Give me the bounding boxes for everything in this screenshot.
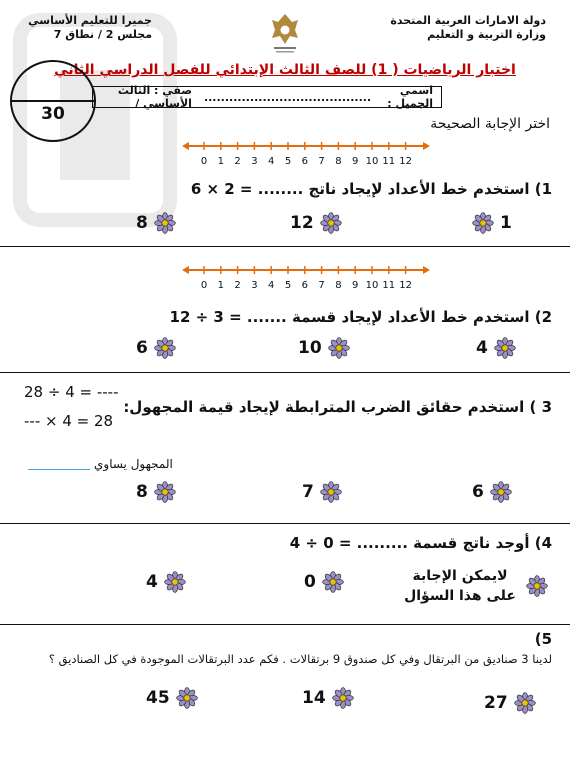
name-field[interactable]: ........................................ [203,90,372,104]
flower-icon [154,212,176,234]
equation-2: --- × 4 = 28 [24,412,114,430]
tick-label: 9 [352,280,359,290]
tick-label: 7 [318,156,325,166]
tick-label: 3 [251,280,258,290]
score-total: 30 [41,104,65,124]
score-divider [12,100,94,102]
answer-5-a[interactable]: 27 [484,692,536,714]
answer-4-a[interactable]: لايمكن الإجابة على هذا السؤال [378,566,548,606]
ministry-name: وزارة التربية و التعليم [427,28,546,41]
tick-label: 5 [284,156,292,166]
answer-blank [28,459,90,470]
flower-icon [328,337,350,359]
equation-1: 28 ÷ 4 = ---- [24,383,119,401]
tick-label: 2 [234,280,241,290]
answer-1-b[interactable]: 12 [290,212,342,234]
tick-label: 4 [268,156,275,166]
flower-icon [154,481,176,503]
question-5-number: 5) [534,630,552,648]
question-1-text: 1) استخدم خط الأعداد لإيجاد ناتج ........ = 2 × 6 [190,180,552,198]
section-divider [0,246,570,247]
school-header [22,14,152,42]
question-3-text: 3 ) استخدم حقائق الضرب المترابطة لإيجاد قيمة المجهول: [123,398,552,416]
answer-3-c[interactable]: 8 [136,481,176,503]
tick-label: 5 [284,280,292,290]
answer-1-c[interactable]: 8 [136,212,176,234]
unknown-answer-field[interactable] [28,457,173,471]
answer-1-a[interactable]: 1 [472,212,512,234]
tick-label: 10 [365,156,379,166]
flower-icon [526,575,548,597]
question-4-text: 4) أوجد ناتج قسمة ......... = 0 ÷ 4 [289,534,552,552]
number-line-2 [180,262,432,290]
tick-label: 12 [399,280,412,290]
answer-4-b[interactable]: 0 [304,571,344,593]
tick-label: 4 [268,280,275,290]
flower-icon [176,687,198,709]
flower-icon [320,481,342,503]
instruction: اختر الإجابة الصحيحة [430,116,550,132]
country-name: دولة الامارات العربية المتحدة [390,14,546,27]
question-2-text: 2) استخدم خط الأعداد لإيجاد قسمة ....... = 3 ÷ 12 [169,308,552,326]
name-label: اسمي الجميل : [387,84,433,110]
tick-label: 0 [200,156,208,166]
answer-5-c[interactable]: 45 [146,687,198,709]
flower-icon [164,571,186,593]
student-info-box [92,86,442,108]
tick-label: 11 [382,280,396,290]
class-label: صفي : الثالث الأساسي / [117,84,192,110]
school-name: جميرا للتعليم الأساسي [28,14,152,27]
tick-label: 12 [399,156,412,166]
unknown-label: المجهول يساوي [94,457,173,471]
tick-label: 1 [217,156,224,166]
score-circle [10,60,96,142]
tick-label: 3 [251,156,258,166]
answer-5-b[interactable]: 14 [302,687,354,709]
flower-icon [514,692,536,714]
answer-4-c[interactable]: 4 [146,571,186,593]
exam-title: اختبار الرياضيات ( 1) للصف الثالث الإبتدائي للفصل الدراسي الثاني [54,62,516,78]
school-zone: مجلس 2 / نطاق 7 [53,28,152,41]
section-divider [0,523,570,524]
tick-label: 2 [234,156,241,166]
ministry-header [390,14,546,42]
tick-label: 9 [352,156,359,166]
section-divider [0,624,570,625]
flower-icon [332,687,354,709]
tick-label: 11 [382,156,396,166]
section-divider [0,372,570,373]
answer-2-b[interactable]: 10 [298,337,350,359]
answer-3-a[interactable]: 6 [472,481,512,503]
answer-2-a[interactable]: 4 [476,337,516,359]
answer-3-b[interactable]: 7 [302,481,342,503]
tick-label: 0 [200,280,208,290]
tick-label: 10 [365,280,379,290]
flower-icon [154,337,176,359]
question-5-text: لدينا 3 صناديق من البرتقال وفي كل صندوق 9 برتقالات . فكم عدد البرتقالات الموجودة في كل الصناديق ؟ [48,652,552,666]
tick-label: 8 [335,156,342,166]
flower-icon [490,481,512,503]
tick-label: 6 [301,280,308,290]
answer-2-c[interactable]: 6 [136,337,176,359]
tick-label: 8 [335,280,342,290]
number-line-1 [180,138,432,166]
tick-label: 1 [217,280,224,290]
tick-label: 6 [301,156,308,166]
tick-label: 7 [318,280,325,290]
uae-emblem-icon [268,10,302,54]
flower-icon [320,212,342,234]
flower-icon [472,212,494,234]
flower-icon [322,571,344,593]
flower-icon [494,337,516,359]
